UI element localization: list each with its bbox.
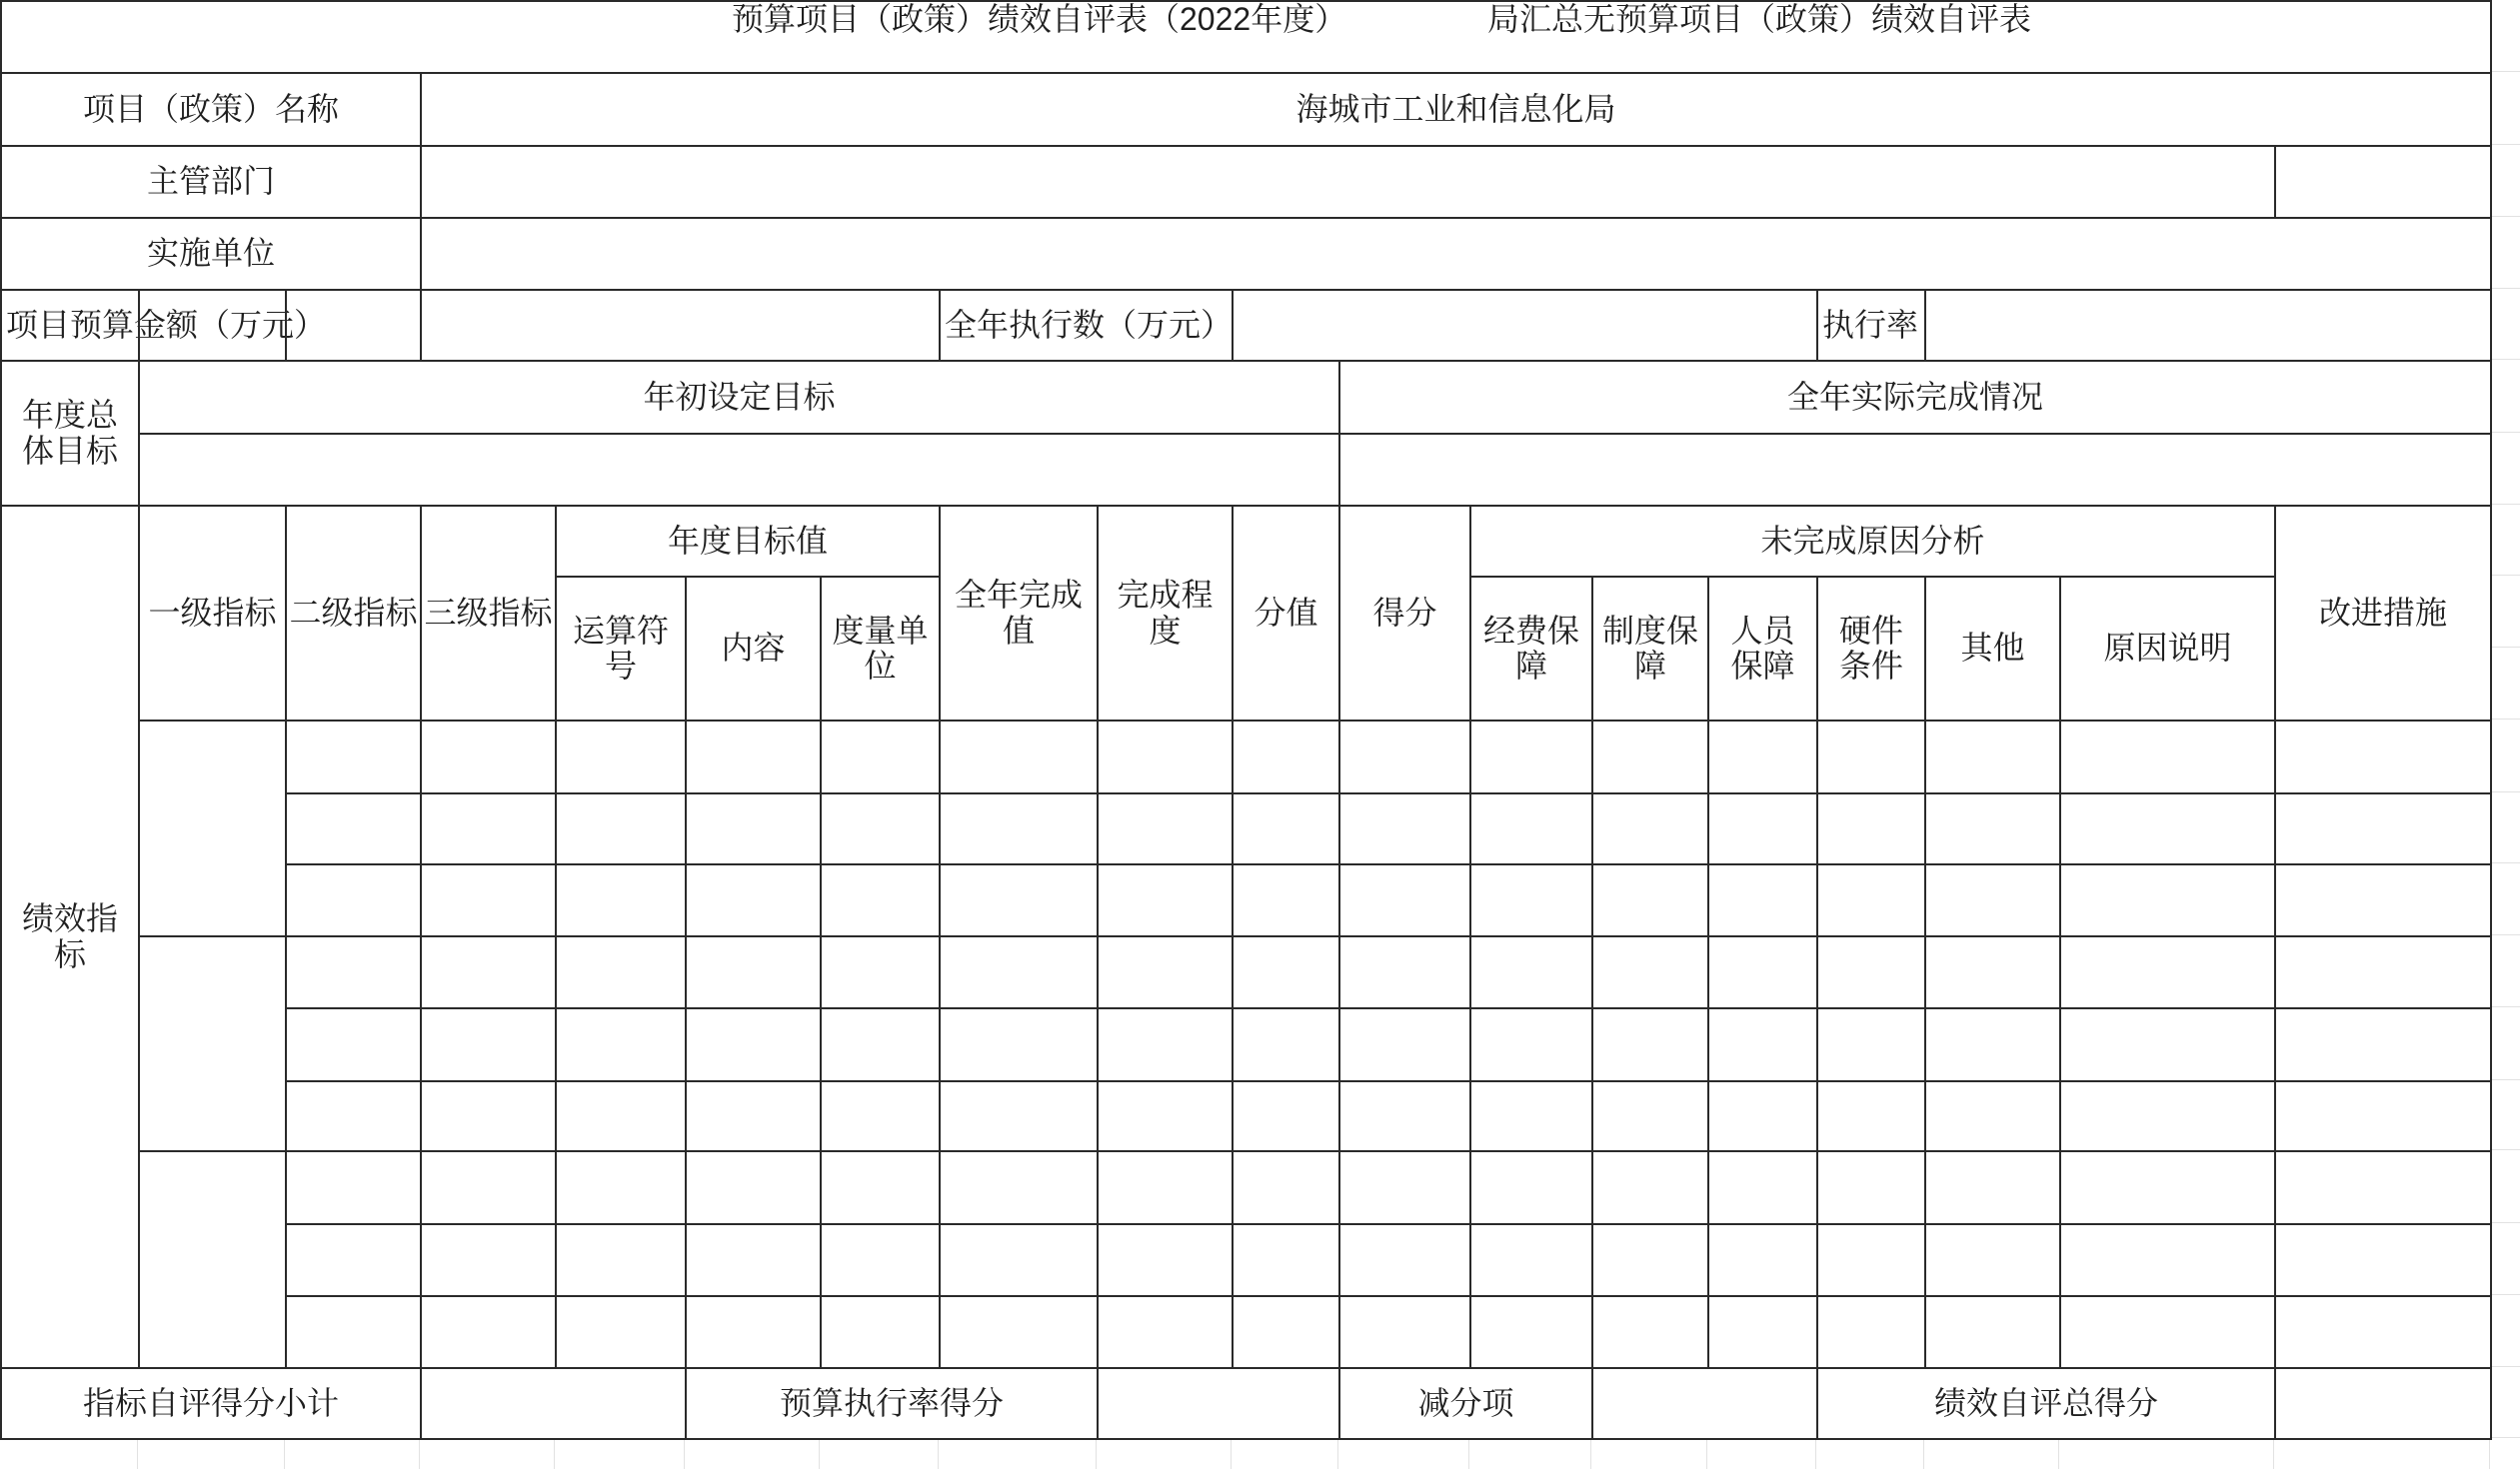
indicator-operator-cell[interactable]: [555, 1080, 687, 1152]
indicator-hardware-cell[interactable]: [1816, 1080, 1926, 1152]
sheet-grid-cell[interactable]: [1097, 1438, 1232, 1469]
sheet-grid-cell[interactable]: [2490, 1150, 2520, 1223]
sheet-grid-cell[interactable]: [2490, 648, 2520, 720]
header-content: 内容: [721, 630, 786, 667]
indicator-level2-cell[interactable]: [285, 1295, 422, 1369]
header-weight-cell[interactable]: [1232, 505, 1340, 722]
indicator-unit-cell[interactable]: [820, 1295, 941, 1369]
indicator-completion-cell[interactable]: [1097, 935, 1234, 1009]
indicator-completion-cell[interactable]: [1097, 1295, 1234, 1369]
header-reason-note-cell[interactable]: [2059, 576, 2276, 722]
header-level2-cell[interactable]: [285, 505, 422, 722]
executed-label-cell[interactable]: [939, 289, 1234, 362]
indicator-personnel-cell[interactable]: [1707, 935, 1818, 1009]
sheet-grid-cell[interactable]: [0, 1438, 138, 1469]
indicator-other-cell[interactable]: [1924, 1295, 2061, 1369]
header-actual-value: 全年完成值: [954, 577, 1083, 649]
indicator-other-cell[interactable]: [1924, 792, 2061, 865]
indicator-weight-cell[interactable]: [1232, 1080, 1340, 1152]
sheet-grid-cell[interactable]: [1591, 1438, 1707, 1469]
indicator-operator-cell[interactable]: [555, 720, 687, 794]
indicator-level2-cell[interactable]: [285, 935, 422, 1009]
sheet-grid-cell[interactable]: [1816, 1438, 1924, 1469]
indicator-improvement-cell[interactable]: [2274, 1295, 2492, 1369]
sheet-grid-cell[interactable]: [2490, 289, 2520, 360]
indicator-improvement-cell[interactable]: [2274, 863, 2492, 937]
subtotal-label: 指标自评得分小计: [82, 1384, 339, 1421]
header-level2: 二级指标: [289, 594, 418, 631]
sheet-grid-cell[interactable]: [2490, 1295, 2520, 1367]
indicator-actual-value-cell[interactable]: [939, 863, 1099, 937]
actual-completion-header: 全年实际完成情况: [1786, 378, 2043, 415]
sheet-grid-cell[interactable]: [1338, 1438, 1469, 1469]
indicator-operator-cell[interactable]: [555, 1295, 687, 1369]
indicator-content-cell[interactable]: [685, 863, 822, 937]
indicator-funding-cell[interactable]: [1469, 1080, 1593, 1152]
department-value-cell[interactable]: [420, 145, 2276, 219]
budget-value-cell-2[interactable]: [285, 289, 422, 362]
header-content-cell[interactable]: [685, 576, 822, 722]
indicator-content-cell[interactable]: [685, 1007, 822, 1082]
project-name-value-cell[interactable]: [420, 72, 2492, 147]
indicator-weight-cell[interactable]: [1232, 1295, 1340, 1369]
header-unit-cell[interactable]: [820, 576, 941, 722]
indicator-unit-cell[interactable]: [820, 1223, 941, 1297]
indicator-improvement-cell[interactable]: [2274, 1080, 2492, 1152]
planned-goal-header: 年初设定目标: [643, 378, 836, 415]
sheet-grid-cell[interactable]: [1924, 1438, 2059, 1469]
execution-rate-label-cell[interactable]: [1816, 289, 1926, 362]
indicator-personnel-cell[interactable]: [1707, 1080, 1818, 1152]
indicator-hardware-cell[interactable]: [1816, 1150, 1926, 1225]
header-unit: 度量单位: [832, 612, 929, 684]
indicator-unit-cell[interactable]: [820, 1080, 941, 1152]
project-name-value: 海城市工业和信息化局: [1295, 90, 1616, 127]
indicator-level3-cell[interactable]: [420, 935, 557, 1009]
indicator-personnel-cell[interactable]: [1707, 1007, 1818, 1082]
indicator-score-cell[interactable]: [1338, 1150, 1471, 1225]
header-other: 其他: [1960, 630, 2025, 667]
indicator-weight-cell[interactable]: [1232, 1150, 1340, 1225]
planned-goal-value-cell[interactable]: [138, 433, 1340, 507]
project-name-label: 项目（政策）名称: [82, 90, 339, 127]
sheet-grid-cell[interactable]: [555, 1438, 685, 1469]
implementer-value-cell[interactable]: [420, 217, 2492, 291]
sheet-grid-cell[interactable]: [2490, 1223, 2520, 1295]
header-improvement-cell[interactable]: [2274, 505, 2492, 722]
header-improvement: 改进措施: [2318, 594, 2447, 631]
indicator-completion-cell[interactable]: [1097, 863, 1234, 937]
sheet-grid-cell[interactable]: [420, 1438, 555, 1469]
indicator-level2-cell[interactable]: [285, 863, 422, 937]
indicator-score-cell[interactable]: [1338, 792, 1471, 865]
department-label: 主管部门: [146, 163, 275, 200]
indicator-reason-note-cell[interactable]: [2059, 720, 2276, 794]
sheet-grid-cell[interactable]: [1232, 1438, 1338, 1469]
title-cell[interactable]: [0, 0, 2492, 74]
indicator-weight-cell[interactable]: [1232, 1007, 1340, 1082]
indicator-personnel-cell[interactable]: [1707, 720, 1818, 794]
header-hardware: 硬件条件: [1838, 612, 1903, 684]
sheet-grid-cell[interactable]: [2059, 1438, 2274, 1469]
indicator-other-cell[interactable]: [1924, 863, 2061, 937]
execution-score-label: 预算执行率得分: [779, 1384, 1004, 1421]
indicator-hardware-cell[interactable]: [1816, 935, 1926, 1009]
sheet-grid-cell[interactable]: [2490, 72, 2520, 145]
sheet-grid-cell[interactable]: [820, 1438, 939, 1469]
indicator-level3-cell[interactable]: [420, 1007, 557, 1082]
indicator-other-cell[interactable]: [1924, 1150, 2061, 1225]
sheet-grid-cell[interactable]: [685, 1438, 820, 1469]
indicator-content-cell[interactable]: [685, 1223, 822, 1297]
sheet-grid-cell[interactable]: [2490, 792, 2520, 863]
header-personnel-cell[interactable]: [1707, 576, 1818, 722]
summary-form-title: 局汇总无预算项目（政策）绩效自评表: [1487, 1, 2032, 37]
indicator-level2-cell[interactable]: [285, 1223, 422, 1297]
indicator-reason-note-cell[interactable]: [2059, 863, 2276, 937]
indicator-actual-value-cell[interactable]: [939, 1080, 1099, 1152]
indicator-weight-cell[interactable]: [1232, 935, 1340, 1009]
header-level1-cell[interactable]: [138, 505, 287, 722]
indicator-personnel-cell[interactable]: [1707, 1295, 1818, 1369]
header-operator: 运算符号: [572, 612, 669, 684]
budget-label-cell[interactable]: [0, 289, 327, 362]
execution-score-label-cell[interactable]: [685, 1367, 1099, 1440]
sheet-grid-cell[interactable]: [2490, 720, 2520, 792]
header-score-cell[interactable]: [1338, 505, 1471, 722]
sheet-grid-cell[interactable]: [2490, 145, 2520, 217]
indicator-improvement-cell[interactable]: [2274, 1223, 2492, 1297]
form-title: 预算项目（政策）绩效自评表（2022年度）: [732, 1, 1347, 37]
indicator-level3-cell[interactable]: [420, 1295, 557, 1369]
indicator-personnel-cell[interactable]: [1707, 1223, 1818, 1297]
indicator-completion-cell[interactable]: [1097, 720, 1234, 794]
header-target-group: 年度目标值: [667, 522, 828, 559]
sheet-grid-cell[interactable]: [2490, 1438, 2520, 1469]
header-other-cell[interactable]: [1924, 576, 2061, 722]
subtotal-value-cell[interactable]: [420, 1367, 687, 1440]
sheet-grid-cell[interactable]: [2490, 505, 2520, 576]
indicator-other-cell[interactable]: [1924, 935, 2061, 1009]
indicator-funding-cell[interactable]: [1469, 1007, 1593, 1082]
indicator-content-cell[interactable]: [685, 935, 822, 1009]
sheet-grid-cell[interactable]: [285, 1438, 420, 1469]
header-completion-cell[interactable]: [1097, 505, 1234, 722]
indicator-improvement-cell[interactable]: [2274, 935, 2492, 1009]
annual-goal-label: 年度总体目标: [21, 397, 118, 469]
sheet-grid-cell[interactable]: [2490, 1367, 2520, 1438]
indicator-actual-value-cell[interactable]: [939, 1007, 1099, 1082]
indicator-reason-note-cell[interactable]: [2059, 1007, 2276, 1082]
indicator-operator-cell[interactable]: [555, 1007, 687, 1082]
sheet-grid-cell[interactable]: [2490, 433, 2520, 505]
indicator-level1-group-1[interactable]: [138, 720, 287, 937]
indicator-unit-cell[interactable]: [820, 720, 941, 794]
budget-label: 项目预算金额（万元）: [6, 306, 327, 343]
indicator-hardware-cell[interactable]: [1816, 863, 1926, 937]
indicator-content-cell[interactable]: [685, 1080, 822, 1152]
sheet-grid-cell[interactable]: [2490, 360, 2520, 433]
header-operator-cell[interactable]: [555, 576, 687, 722]
indicator-level3-cell[interactable]: [420, 1080, 557, 1152]
execution-rate-label: 执行率: [1822, 306, 1919, 343]
indicator-unit-cell[interactable]: [820, 863, 941, 937]
indicator-funding-cell[interactable]: [1469, 1223, 1593, 1297]
indicator-institution-cell[interactable]: [1591, 1295, 1709, 1369]
indicator-level1-group-3[interactable]: [138, 1150, 287, 1369]
indicator-institution-cell[interactable]: [1591, 1223, 1709, 1297]
indicator-completion-cell[interactable]: [1097, 792, 1234, 865]
indicator-level2-cell[interactable]: [285, 720, 422, 794]
indicator-funding-cell[interactable]: [1469, 863, 1593, 937]
subtotal-label-cell[interactable]: [0, 1367, 422, 1440]
indicator-level2-cell[interactable]: [285, 1080, 422, 1152]
indicator-actual-value-cell[interactable]: [939, 935, 1099, 1009]
indicator-funding-cell[interactable]: [1469, 1295, 1593, 1369]
indicator-completion-cell[interactable]: [1097, 1080, 1234, 1152]
indicator-level2-cell[interactable]: [285, 1007, 422, 1082]
indicator-improvement-cell[interactable]: [2274, 1150, 2492, 1225]
implementer-label-cell[interactable]: [0, 217, 422, 291]
indicator-score-cell[interactable]: [1338, 1295, 1471, 1369]
indicators-label: 绩效指标: [21, 900, 118, 972]
indicator-score-cell[interactable]: [1338, 1007, 1471, 1082]
total-score-value-cell[interactable]: [2274, 1367, 2492, 1440]
indicator-completion-cell[interactable]: [1097, 1007, 1234, 1082]
indicator-operator-cell[interactable]: [555, 935, 687, 1009]
header-target-group-cell[interactable]: [555, 505, 941, 578]
indicator-reason-note-cell[interactable]: [2059, 935, 2276, 1009]
indicator-unit-cell[interactable]: [820, 935, 941, 1009]
indicator-reason-note-cell[interactable]: [2059, 1080, 2276, 1152]
project-name-label-cell[interactable]: [0, 72, 422, 147]
indicator-other-cell[interactable]: [1924, 1223, 2061, 1297]
indicator-funding-cell[interactable]: [1469, 935, 1593, 1009]
indicator-institution-cell[interactable]: [1591, 720, 1709, 794]
annual-goal-label-cell[interactable]: [0, 360, 140, 507]
budget-value-cell-1[interactable]: [138, 289, 287, 362]
indicator-reason-note-cell[interactable]: [2059, 792, 2276, 865]
header-hardware-cell[interactable]: [1816, 576, 1926, 722]
sheet-grid-cell[interactable]: [1469, 1438, 1591, 1469]
deduction-label: 减分项: [1417, 1384, 1514, 1421]
indicator-actual-value-cell[interactable]: [939, 1150, 1099, 1225]
indicator-content-cell[interactable]: [685, 792, 822, 865]
indicator-personnel-cell[interactable]: [1707, 792, 1818, 865]
indicator-hardware-cell[interactable]: [1816, 1295, 1926, 1369]
header-funding-cell[interactable]: [1469, 576, 1593, 722]
deduction-label-cell[interactable]: [1338, 1367, 1593, 1440]
indicator-level3-cell[interactable]: [420, 1150, 557, 1225]
sheet-grid-cell[interactable]: [939, 1438, 1097, 1469]
total-score-label: 绩效自评总得分: [1933, 1384, 2158, 1421]
indicator-operator-cell[interactable]: [555, 792, 687, 865]
indicator-score-cell[interactable]: [1338, 935, 1471, 1009]
indicator-improvement-cell[interactable]: [2274, 792, 2492, 865]
indicator-other-cell[interactable]: [1924, 1080, 2061, 1152]
indicator-unit-cell[interactable]: [820, 792, 941, 865]
indicator-score-cell[interactable]: [1338, 1223, 1471, 1297]
indicator-level3-cell[interactable]: [420, 1223, 557, 1297]
sheet-grid-cell[interactable]: [2490, 1007, 2520, 1080]
header-institution: 制度保障: [1601, 612, 1698, 684]
header-reason-note: 原因说明: [2103, 630, 2232, 667]
department-label-cell[interactable]: [0, 145, 422, 219]
indicator-actual-value-cell[interactable]: [939, 720, 1099, 794]
indicator-score-cell[interactable]: [1338, 720, 1471, 794]
indicator-personnel-cell[interactable]: [1707, 1150, 1818, 1225]
indicator-level3-cell[interactable]: [420, 863, 557, 937]
budget-value-cell-3[interactable]: [420, 289, 941, 362]
indicator-reason-note-cell[interactable]: [2059, 1150, 2276, 1225]
indicator-unit-cell[interactable]: [820, 1150, 941, 1225]
indicator-hardware-cell[interactable]: [1816, 792, 1926, 865]
indicator-content-cell[interactable]: [685, 720, 822, 794]
indicator-operator-cell[interactable]: [555, 863, 687, 937]
indicator-reason-note-cell[interactable]: [2059, 1223, 2276, 1297]
indicator-actual-value-cell[interactable]: [939, 792, 1099, 865]
indicator-institution-cell[interactable]: [1591, 1150, 1709, 1225]
header-level3: 三级指标: [424, 594, 553, 631]
indicator-weight-cell[interactable]: [1232, 792, 1340, 865]
planned-goal-header-cell[interactable]: [138, 360, 1340, 435]
indicator-weight-cell[interactable]: [1232, 720, 1340, 794]
indicator-content-cell[interactable]: [685, 1295, 822, 1369]
indicator-institution-cell[interactable]: [1591, 1007, 1709, 1082]
header-institution-cell[interactable]: [1591, 576, 1709, 722]
indicator-hardware-cell[interactable]: [1816, 1007, 1926, 1082]
indicator-level1-group-2[interactable]: [138, 935, 287, 1152]
sheet-grid-cell[interactable]: [2490, 1080, 2520, 1150]
indicator-other-cell[interactable]: [1924, 1007, 2061, 1082]
indicator-level2-cell[interactable]: [285, 792, 422, 865]
indicator-actual-value-cell[interactable]: [939, 1223, 1099, 1297]
indicator-institution-cell[interactable]: [1591, 792, 1709, 865]
indicator-institution-cell[interactable]: [1591, 1080, 1709, 1152]
header-level1: 一级指标: [148, 594, 277, 631]
sheet-grid-cell[interactable]: [2490, 0, 2520, 72]
header-personnel: 人员保障: [1730, 612, 1795, 684]
header-completion: 完成程度: [1117, 577, 1214, 649]
sheet-grid-cell[interactable]: [2490, 935, 2520, 1007]
sheet-grid-cell[interactable]: [2490, 576, 2520, 648]
executed-label: 全年执行数（万元）: [945, 306, 1234, 343]
header-actual-value-cell[interactable]: [939, 505, 1099, 722]
total-score-label-cell[interactable]: [1816, 1367, 2276, 1440]
indicator-hardware-cell[interactable]: [1816, 1223, 1926, 1297]
indicator-other-cell[interactable]: [1924, 720, 2061, 794]
indicator-operator-cell[interactable]: [555, 1223, 687, 1297]
implementer-label: 实施单位: [146, 235, 275, 272]
sheet-grid-cell[interactable]: [2490, 217, 2520, 289]
deduction-value-cell[interactable]: [1591, 1367, 1818, 1440]
indicator-institution-cell[interactable]: [1591, 935, 1709, 1009]
actual-completion-value-cell[interactable]: [1338, 433, 2492, 507]
actual-completion-header-cell[interactable]: [1338, 360, 2492, 435]
indicator-funding-cell[interactable]: [1469, 792, 1593, 865]
indicator-unit-cell[interactable]: [820, 1007, 941, 1082]
indicator-completion-cell[interactable]: [1097, 1223, 1234, 1297]
indicator-completion-cell[interactable]: [1097, 1150, 1234, 1225]
sheet-grid-cell[interactable]: [138, 1438, 285, 1469]
header-funding: 经费保障: [1482, 612, 1579, 684]
indicator-personnel-cell[interactable]: [1707, 863, 1818, 937]
header-reason-group: 未完成原因分析: [1760, 522, 1985, 559]
indicator-reason-note-cell[interactable]: [2059, 1295, 2276, 1369]
indicator-level2-cell[interactable]: [285, 1150, 422, 1225]
indicator-institution-cell[interactable]: [1591, 863, 1709, 937]
indicators-label-cell[interactable]: [0, 505, 140, 1369]
execution-score-value-cell[interactable]: [1097, 1367, 1340, 1440]
header-level3-cell[interactable]: [420, 505, 557, 722]
execution-rate-value-cell[interactable]: [1924, 289, 2492, 362]
indicator-score-cell[interactable]: [1338, 863, 1471, 937]
header-reason-group-cell[interactable]: [1469, 505, 2276, 578]
header-score: 得分: [1372, 594, 1437, 631]
indicator-actual-value-cell[interactable]: [939, 1295, 1099, 1369]
department-extra-cell[interactable]: [2274, 145, 2492, 219]
indicator-funding-cell[interactable]: [1469, 720, 1593, 794]
indicator-hardware-cell[interactable]: [1816, 720, 1926, 794]
indicator-funding-cell[interactable]: [1469, 1150, 1593, 1225]
sheet-grid-cell[interactable]: [1707, 1438, 1816, 1469]
indicator-improvement-cell[interactable]: [2274, 720, 2492, 794]
executed-value-cell[interactable]: [1232, 289, 1818, 362]
indicator-weight-cell[interactable]: [1232, 1223, 1340, 1297]
sheet-grid-cell[interactable]: [2490, 863, 2520, 935]
indicator-score-cell[interactable]: [1338, 1080, 1471, 1152]
indicator-content-cell[interactable]: [685, 1150, 822, 1225]
indicator-weight-cell[interactable]: [1232, 863, 1340, 937]
indicator-level3-cell[interactable]: [420, 720, 557, 794]
sheet-grid-cell[interactable]: [2274, 1438, 2490, 1469]
indicator-improvement-cell[interactable]: [2274, 1007, 2492, 1082]
indicator-operator-cell[interactable]: [555, 1150, 687, 1225]
indicator-level3-cell[interactable]: [420, 792, 557, 865]
header-weight: 分值: [1254, 594, 1318, 631]
